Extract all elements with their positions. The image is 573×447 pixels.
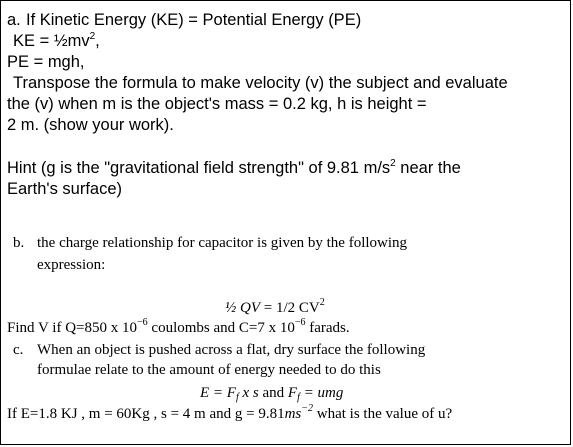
energy-formula-rest: x s [238,385,259,401]
given-values-text: If E=1.8 KJ , m = 60Kg , s = 4 m and g = 9.81 [7,406,285,422]
question-a-instruction-line-3: 2 m. (show your work). [7,116,174,134]
energy-formula-subscript: f [235,392,239,403]
hint-line-1 [7,158,461,178]
question-b-find-line [7,319,350,338]
find-c-text: coulombs and C=7 x 10 [147,320,295,336]
capacitor-formula-rhs: = 1/2 CV [260,300,320,316]
friction-formula-rhs: = umg [299,385,344,401]
energy-friction-formula [200,384,343,403]
given-unit: ms [284,406,302,422]
friction-formula-subscript: f [297,392,300,403]
question-c-text-line-1: When an object is pushed across a flat, dry surface the following [37,342,426,358]
formula-and: and [258,385,288,401]
hint-line-1-text: Hint (g is the "gravitational field strength" of 9.81 m/s [7,159,391,177]
given-question-text: what is the value of u? [313,406,453,422]
question-a-marker: a. [7,11,21,29]
question-a-instruction-line-1: Transpose the formula to make velocity (v) the subject and evaluate [13,74,508,92]
find-c-exponent: −6 [294,317,306,328]
pe-formula: PE = mgh, [7,53,85,71]
question-b-text-line-1: the charge relationship for capacitor is given by the following [37,235,408,251]
hint-line-2: Earth's surface) [7,180,123,198]
question-b-text-line-2: expression: [37,257,106,273]
find-q-exponent: −6 [137,317,148,328]
question-c-given-line [7,405,452,424]
ke-formula-suffix: , [95,32,100,50]
ke-formula-exponent: 2 [89,31,96,42]
hint-line-1-suffix: near the [395,159,461,177]
question-a-heading: If Kinetic Energy (KE) = Potential Energy (PE) [26,11,362,29]
energy-formula-lhs: E = F [200,385,236,401]
question-b-marker: b. [13,235,25,251]
hint-exponent: 2 [390,158,396,169]
ke-formula [13,31,100,51]
given-unit-exponent: −2 [301,403,313,414]
find-q-text: Find V if Q=850 x 10 [7,320,138,336]
capacitor-formula-exponent: 2 [319,297,325,308]
question-c-marker: c. [13,342,24,358]
capacitor-formula-lhs: ½ QV [225,300,260,316]
friction-formula-lhs: F [287,385,298,401]
capacitor-formula [225,299,325,318]
find-units-text: farads. [305,320,350,336]
question-c-text-line-2: formulae relate to the amount of energy needed to do this [37,362,381,378]
question-a-instruction-line-2: the (v) when m is the object's mass = 0.2 kg, h is height = [7,95,427,113]
ke-formula-base: KE = ½mv [13,32,90,50]
